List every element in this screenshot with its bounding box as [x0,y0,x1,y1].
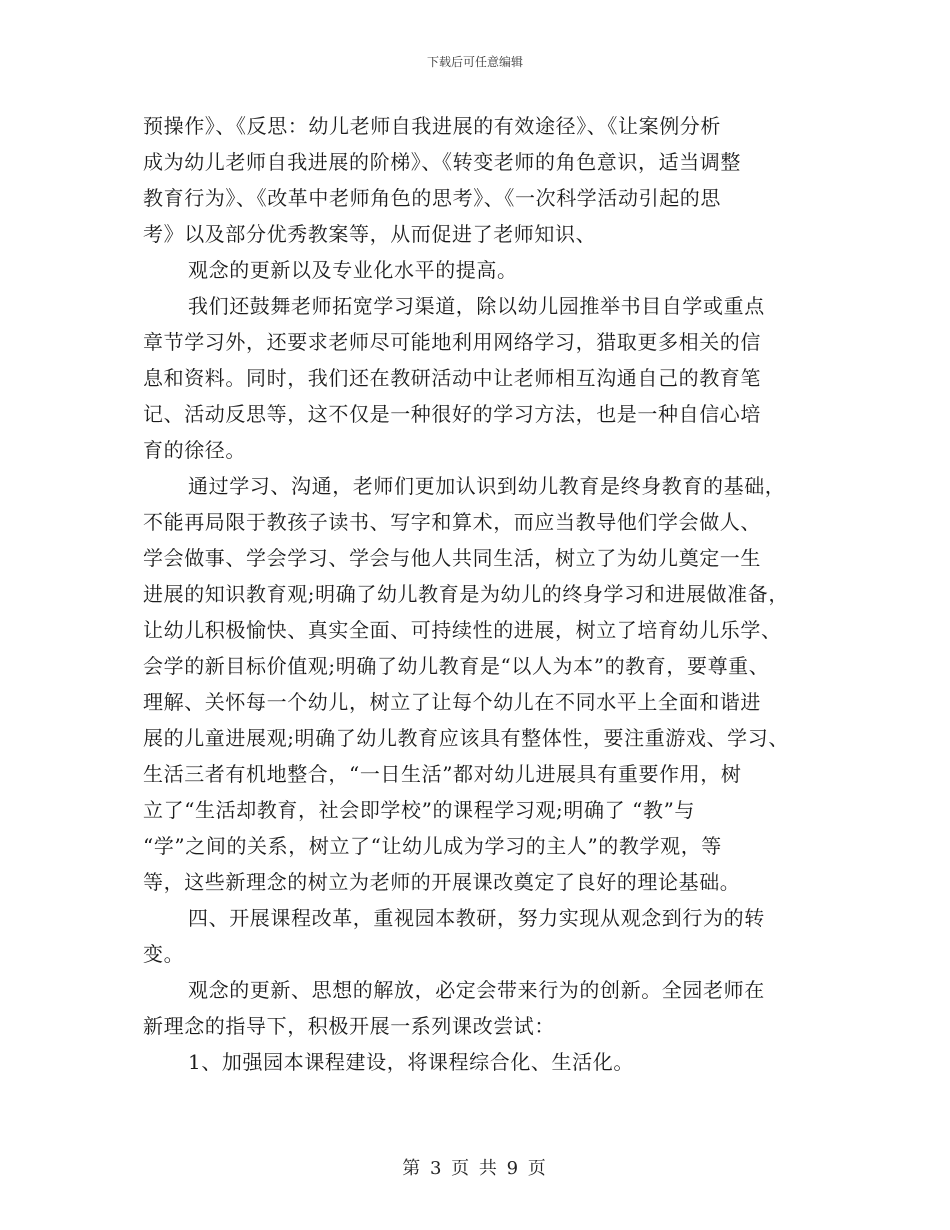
text-line: 进展的知识教育观;明确了幼儿教育是为幼儿的终身学习和进展做准备， [143,582,789,606]
text-line: 展的儿童进展观;明确了幼儿教育应该具有整体性，要注重游戏、学习、 [143,726,789,750]
text-line: 让幼儿积极愉快、真实全面、可持续性的进展，树立了培育幼儿乐学、 [143,618,782,642]
text-line: 不能再局限于教孩子读书、写字和算术，而应当教导他们学会做人、 [143,510,761,534]
text-line: 新理念的指导下，积极开展一系列课改尝试： [143,1014,555,1038]
text-line: 我们还鼓舞老师拓宽学习渠道，除以幼儿园推举书目自学或重点 [188,294,765,318]
header-note: 下载后可任意编辑 [426,55,523,69]
text-line: 观念的更新、思想的解放，必定会带来行为的创新。全园老师在 [188,978,765,1002]
text-line: 生活三者有机地整合，“一日生活”都对幼儿进展具有重要作用，树 [143,762,742,786]
text-line: 1、加强园本课程建设，将课程综合化、生活化。 [188,1050,634,1074]
text-line: 成为幼儿老师自我进展的阶梯》、《转变老师的角色意识，适当调整 [143,150,741,174]
body-text [143,108,823,1080]
text-line: 预操作》、《反思：幼儿老师自我进展的有效途径》、《让案例分析 [143,114,721,138]
text-line: “学”之间的关系，树立了“让幼儿成为学习的主人”的教学观，等 [143,834,722,858]
text-line: 观念的更新以及专业化水平的提高。 [188,258,518,282]
text-line: 育的徐径。 [143,438,246,462]
text-line: 息和资料。同时，我们还在教研活动中让老师相互沟通自己的教育笔 [143,366,761,390]
text-line: 学会做事、学会学习、学会与他人共同生活，树立了为幼儿奠定一生 [143,546,761,570]
text-line: 教育行为》、《改革中老师角色的思考》、《一次科学活动引起的思 [143,186,721,210]
text-line: 通过学习、沟通，老师们更加认识到幼儿教育是终身教育的基础， [188,474,786,498]
text-line: 立了“生活却教育，社会即学校”的课程学习观;明确了 “教”与 [143,798,695,822]
text-line: 会学的新目标价值观;明确了幼儿教育是“以人为本”的教育，要尊重、 [143,654,770,678]
text-line: 章节学习外，还要求老师尽可能地利用网络学习，猎取更多相关的信 [143,330,761,354]
text-line: 等，这些新理念的树立为老师的开展课改奠定了良好的理论基础。 [143,870,741,894]
text-line: 记、活动反思等，这不仅是一种很好的学习方法，也是一种自信心培 [143,402,761,426]
text-line: 四、开展课程改革，重视园本教研，努力实现从观念到行为的转 [188,906,765,930]
page-number-footer: 第 3 页 共 9 页 [402,1158,548,1179]
text-line: 考》以及部分优秀教案等，从而促进了老师知识、 [143,222,597,246]
text-line: 理解、关怀每一个幼儿，树立了让每个幼儿在不同水平上全面和谐进 [143,690,761,714]
text-line: 变。 [143,942,185,966]
